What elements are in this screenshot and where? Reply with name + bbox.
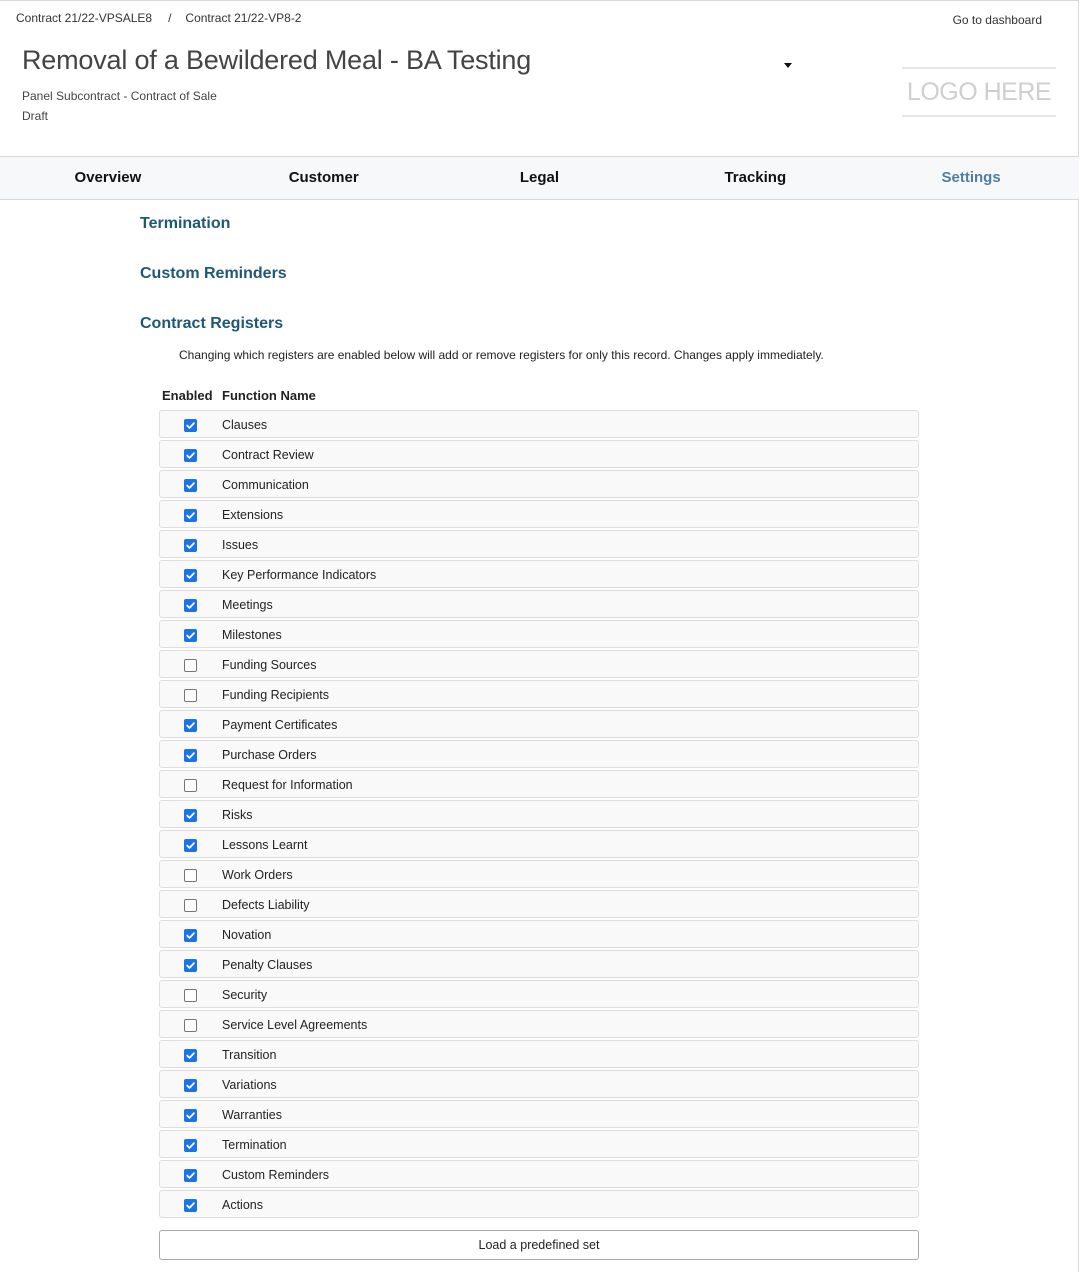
register-name: Work Orders: [222, 868, 293, 882]
register-row: [159, 830, 919, 858]
register-row: [159, 470, 919, 498]
checkmark-icon: [185, 810, 196, 821]
tab-customer[interactable]: Customer: [288, 169, 359, 186]
register-row: [159, 530, 919, 558]
checkmark-icon: [185, 450, 196, 461]
register-enabled-checkbox[interactable]: [184, 749, 197, 762]
load-predefined-set-button[interactable]: Load a predefined set: [159, 1230, 919, 1260]
register-name: Security: [222, 988, 268, 1002]
register-row: [159, 1190, 919, 1218]
register-enabled-checkbox[interactable]: [184, 1049, 197, 1062]
register-enabled-checkbox[interactable]: [184, 419, 197, 432]
register-row: [159, 740, 919, 768]
breadcrumb-separator: /: [168, 11, 172, 25]
register-enabled-checkbox[interactable]: [184, 599, 197, 612]
checkmark-icon: [185, 960, 196, 971]
register-row: [159, 500, 919, 528]
title-dropdown-caret-icon[interactable]: [784, 63, 792, 68]
register-enabled-checkbox[interactable]: [184, 479, 197, 492]
checkmark-icon: [185, 720, 196, 731]
register-name: Request for Information: [222, 778, 353, 792]
register-enabled-checkbox[interactable]: [184, 959, 197, 972]
breadcrumb-item-parent[interactable]: Contract 21/22-VPSALE8: [16, 11, 153, 25]
contract-registers-section-header[interactable]: Contract Registers: [140, 315, 284, 332]
register-name: Funding Sources: [222, 658, 317, 672]
register-enabled-checkbox[interactable]: [184, 719, 197, 732]
register-name: Purchase Orders: [222, 748, 317, 762]
register-name: Custom Reminders: [222, 1168, 329, 1182]
register-name: Service Level Agreements: [222, 1018, 368, 1032]
checkmark-icon: [185, 1050, 196, 1061]
register-name: Variations: [222, 1078, 277, 1092]
register-row: [159, 950, 919, 978]
checkmark-icon: [185, 510, 196, 521]
register-name: Penalty Clauses: [222, 958, 313, 972]
register-row: [159, 560, 919, 588]
register-name: Lessons Learnt: [222, 838, 308, 852]
tab-tracking[interactable]: Tracking: [724, 169, 787, 186]
register-enabled-checkbox[interactable]: [184, 539, 197, 552]
checkmark-icon: [185, 930, 196, 941]
termination-section-header[interactable]: Termination: [140, 215, 231, 232]
register-enabled-checkbox[interactable]: [184, 899, 197, 912]
breadcrumb: [16, 11, 301, 25]
register-enabled-checkbox[interactable]: [184, 1019, 197, 1032]
register-name: Novation: [222, 928, 272, 942]
register-name: Extensions: [222, 508, 284, 522]
register-name: Issues: [222, 538, 259, 552]
register-enabled-checkbox[interactable]: [184, 1199, 197, 1212]
register-enabled-checkbox[interactable]: [184, 1139, 197, 1152]
register-enabled-checkbox[interactable]: [184, 989, 197, 1002]
register-row: [159, 860, 919, 888]
register-name: Transition: [222, 1048, 277, 1062]
tab-legal[interactable]: Legal: [519, 169, 560, 186]
register-row: [159, 1070, 919, 1098]
go-to-dashboard-link[interactable]: Go to dashboard: [952, 13, 1042, 27]
register-enabled-checkbox[interactable]: [184, 839, 197, 852]
register-row: [159, 650, 919, 678]
checkmark-icon: [185, 600, 196, 611]
register-name: Risks: [222, 808, 253, 822]
register-row: [159, 800, 919, 828]
register-name: Funding Recipients: [222, 688, 330, 702]
checkmark-icon: [185, 570, 196, 581]
checkmark-icon: [185, 540, 196, 551]
tab-settings[interactable]: Settings: [941, 169, 1001, 186]
register-enabled-checkbox[interactable]: [184, 809, 197, 822]
register-row: [159, 440, 919, 468]
register-enabled-checkbox[interactable]: [184, 1079, 197, 1092]
register-name: Clauses: [222, 418, 268, 432]
contract-status: Draft: [22, 109, 49, 123]
function-name-column-header: Function Name: [222, 388, 316, 403]
register-enabled-checkbox[interactable]: [184, 689, 197, 702]
register-row: [159, 1010, 919, 1038]
register-name: Actions: [222, 1198, 263, 1212]
register-row: [159, 980, 919, 1008]
register-row: [159, 1160, 919, 1188]
register-enabled-checkbox[interactable]: [184, 449, 197, 462]
register-enabled-checkbox[interactable]: [184, 779, 197, 792]
register-name: Contract Review: [222, 448, 314, 462]
register-enabled-checkbox[interactable]: [184, 1169, 197, 1182]
checkmark-icon: [185, 1140, 196, 1151]
register-enabled-checkbox[interactable]: [184, 659, 197, 672]
register-name: Communication: [222, 478, 309, 492]
register-row: [159, 770, 919, 798]
register-row: [159, 1040, 919, 1068]
register-row: [159, 410, 919, 438]
register-row: [159, 680, 919, 708]
checkmark-icon: [185, 480, 196, 491]
registers-note: Changing which registers are enabled below will add or remove registers for only this record. Changes apply immediately.: [179, 348, 824, 362]
registers-list: [159, 410, 919, 1220]
register-row: [159, 920, 919, 948]
register-row: [159, 1100, 919, 1128]
register-name: Defects Liability: [222, 898, 310, 912]
company-logo: LOGO HERE: [902, 67, 1056, 117]
register-name: Key Performance Indicators: [222, 568, 377, 582]
register-enabled-checkbox[interactable]: [184, 629, 197, 642]
register-row: [159, 1130, 919, 1158]
tab-overview[interactable]: Overview: [74, 169, 142, 186]
checkmark-icon: [185, 420, 196, 431]
register-name: Termination: [222, 1138, 287, 1152]
checkmark-icon: [185, 750, 196, 761]
checkmark-icon: [185, 840, 196, 851]
checkmark-icon: [185, 1170, 196, 1181]
enabled-column-header: Enabled: [162, 388, 213, 403]
register-enabled-checkbox[interactable]: [184, 929, 197, 942]
register-enabled-checkbox[interactable]: [184, 509, 197, 522]
register-enabled-checkbox[interactable]: [184, 569, 197, 582]
checkmark-icon: [185, 1080, 196, 1091]
page-title: Removal of a Bewildered Meal - BA Testing: [22, 45, 532, 75]
register-row: [159, 890, 919, 918]
register-enabled-checkbox[interactable]: [184, 869, 197, 882]
custom-reminders-section-header[interactable]: Custom Reminders: [140, 265, 287, 282]
checkmark-icon: [185, 1200, 196, 1211]
register-name: Meetings: [222, 598, 273, 612]
register-name: Payment Certificates: [222, 718, 338, 732]
checkmark-icon: [185, 1110, 196, 1121]
register-name: Milestones: [222, 628, 282, 642]
register-name: Warranties: [222, 1108, 282, 1122]
main-nav: [0, 156, 1079, 200]
checkmark-icon: [185, 630, 196, 641]
contract-type: Panel Subcontract - Contract of Sale: [22, 89, 217, 103]
breadcrumb-item-current[interactable]: Contract 21/22-VP8-2: [185, 11, 302, 25]
register-enabled-checkbox[interactable]: [184, 1109, 197, 1122]
register-row: [159, 620, 919, 648]
register-row: [159, 590, 919, 618]
register-row: [159, 710, 919, 738]
